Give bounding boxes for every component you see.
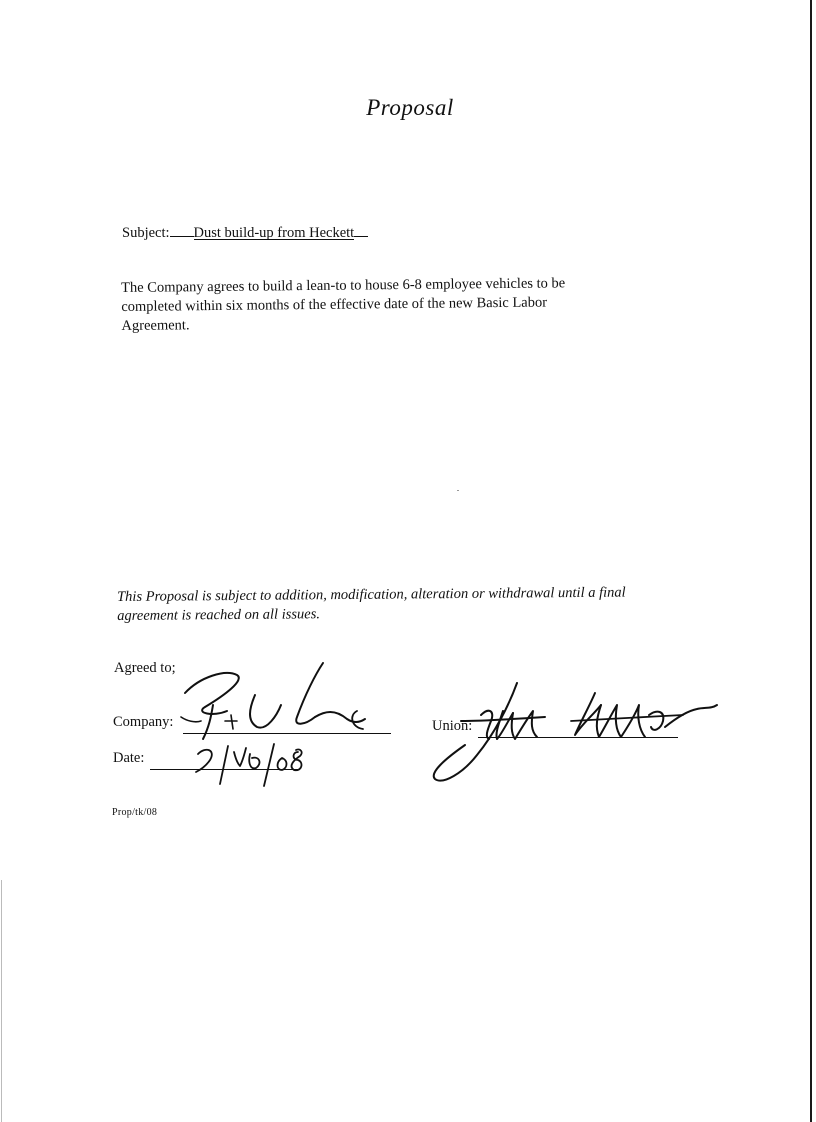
date-label: Date: (113, 750, 145, 766)
body-paragraph (121, 273, 662, 336)
subject-value: Dust build-up from Heckett (193, 225, 355, 241)
footer-code: Prop/tk/08 (112, 807, 158, 818)
body-line-2: completed within six months of the effective date of the new Basic Labor (121, 294, 548, 315)
subject-blank-before (170, 222, 194, 237)
handwritten-date (190, 740, 315, 790)
subject-blank-after (354, 222, 368, 237)
disclaimer-paragraph (117, 583, 717, 626)
union-signature (425, 675, 725, 790)
disclaimer-line-2: agreement is reached on all issues. (117, 606, 321, 624)
company-label: Company: (113, 714, 174, 730)
subject-label: Subject: (122, 225, 170, 241)
company-signature (165, 655, 380, 745)
subject-line (122, 222, 368, 242)
union-label: Union: (432, 718, 473, 734)
scan-edge-left (1, 880, 2, 1122)
disclaimer-line-1: This Proposal is subject to addition, modification, alteration or withdrawal until a final (117, 584, 626, 605)
scan-edge-right (810, 0, 812, 1122)
scan-speck (457, 490, 459, 491)
body-line-1: The Company agrees to build a lean-to to house 6-8 employee vehicles to be (121, 275, 566, 296)
body-line-3: Agreement. (121, 317, 190, 334)
title-text: Proposal (366, 95, 454, 120)
agreed-label: Agreed to; (114, 660, 176, 676)
document-title (0, 95, 816, 121)
